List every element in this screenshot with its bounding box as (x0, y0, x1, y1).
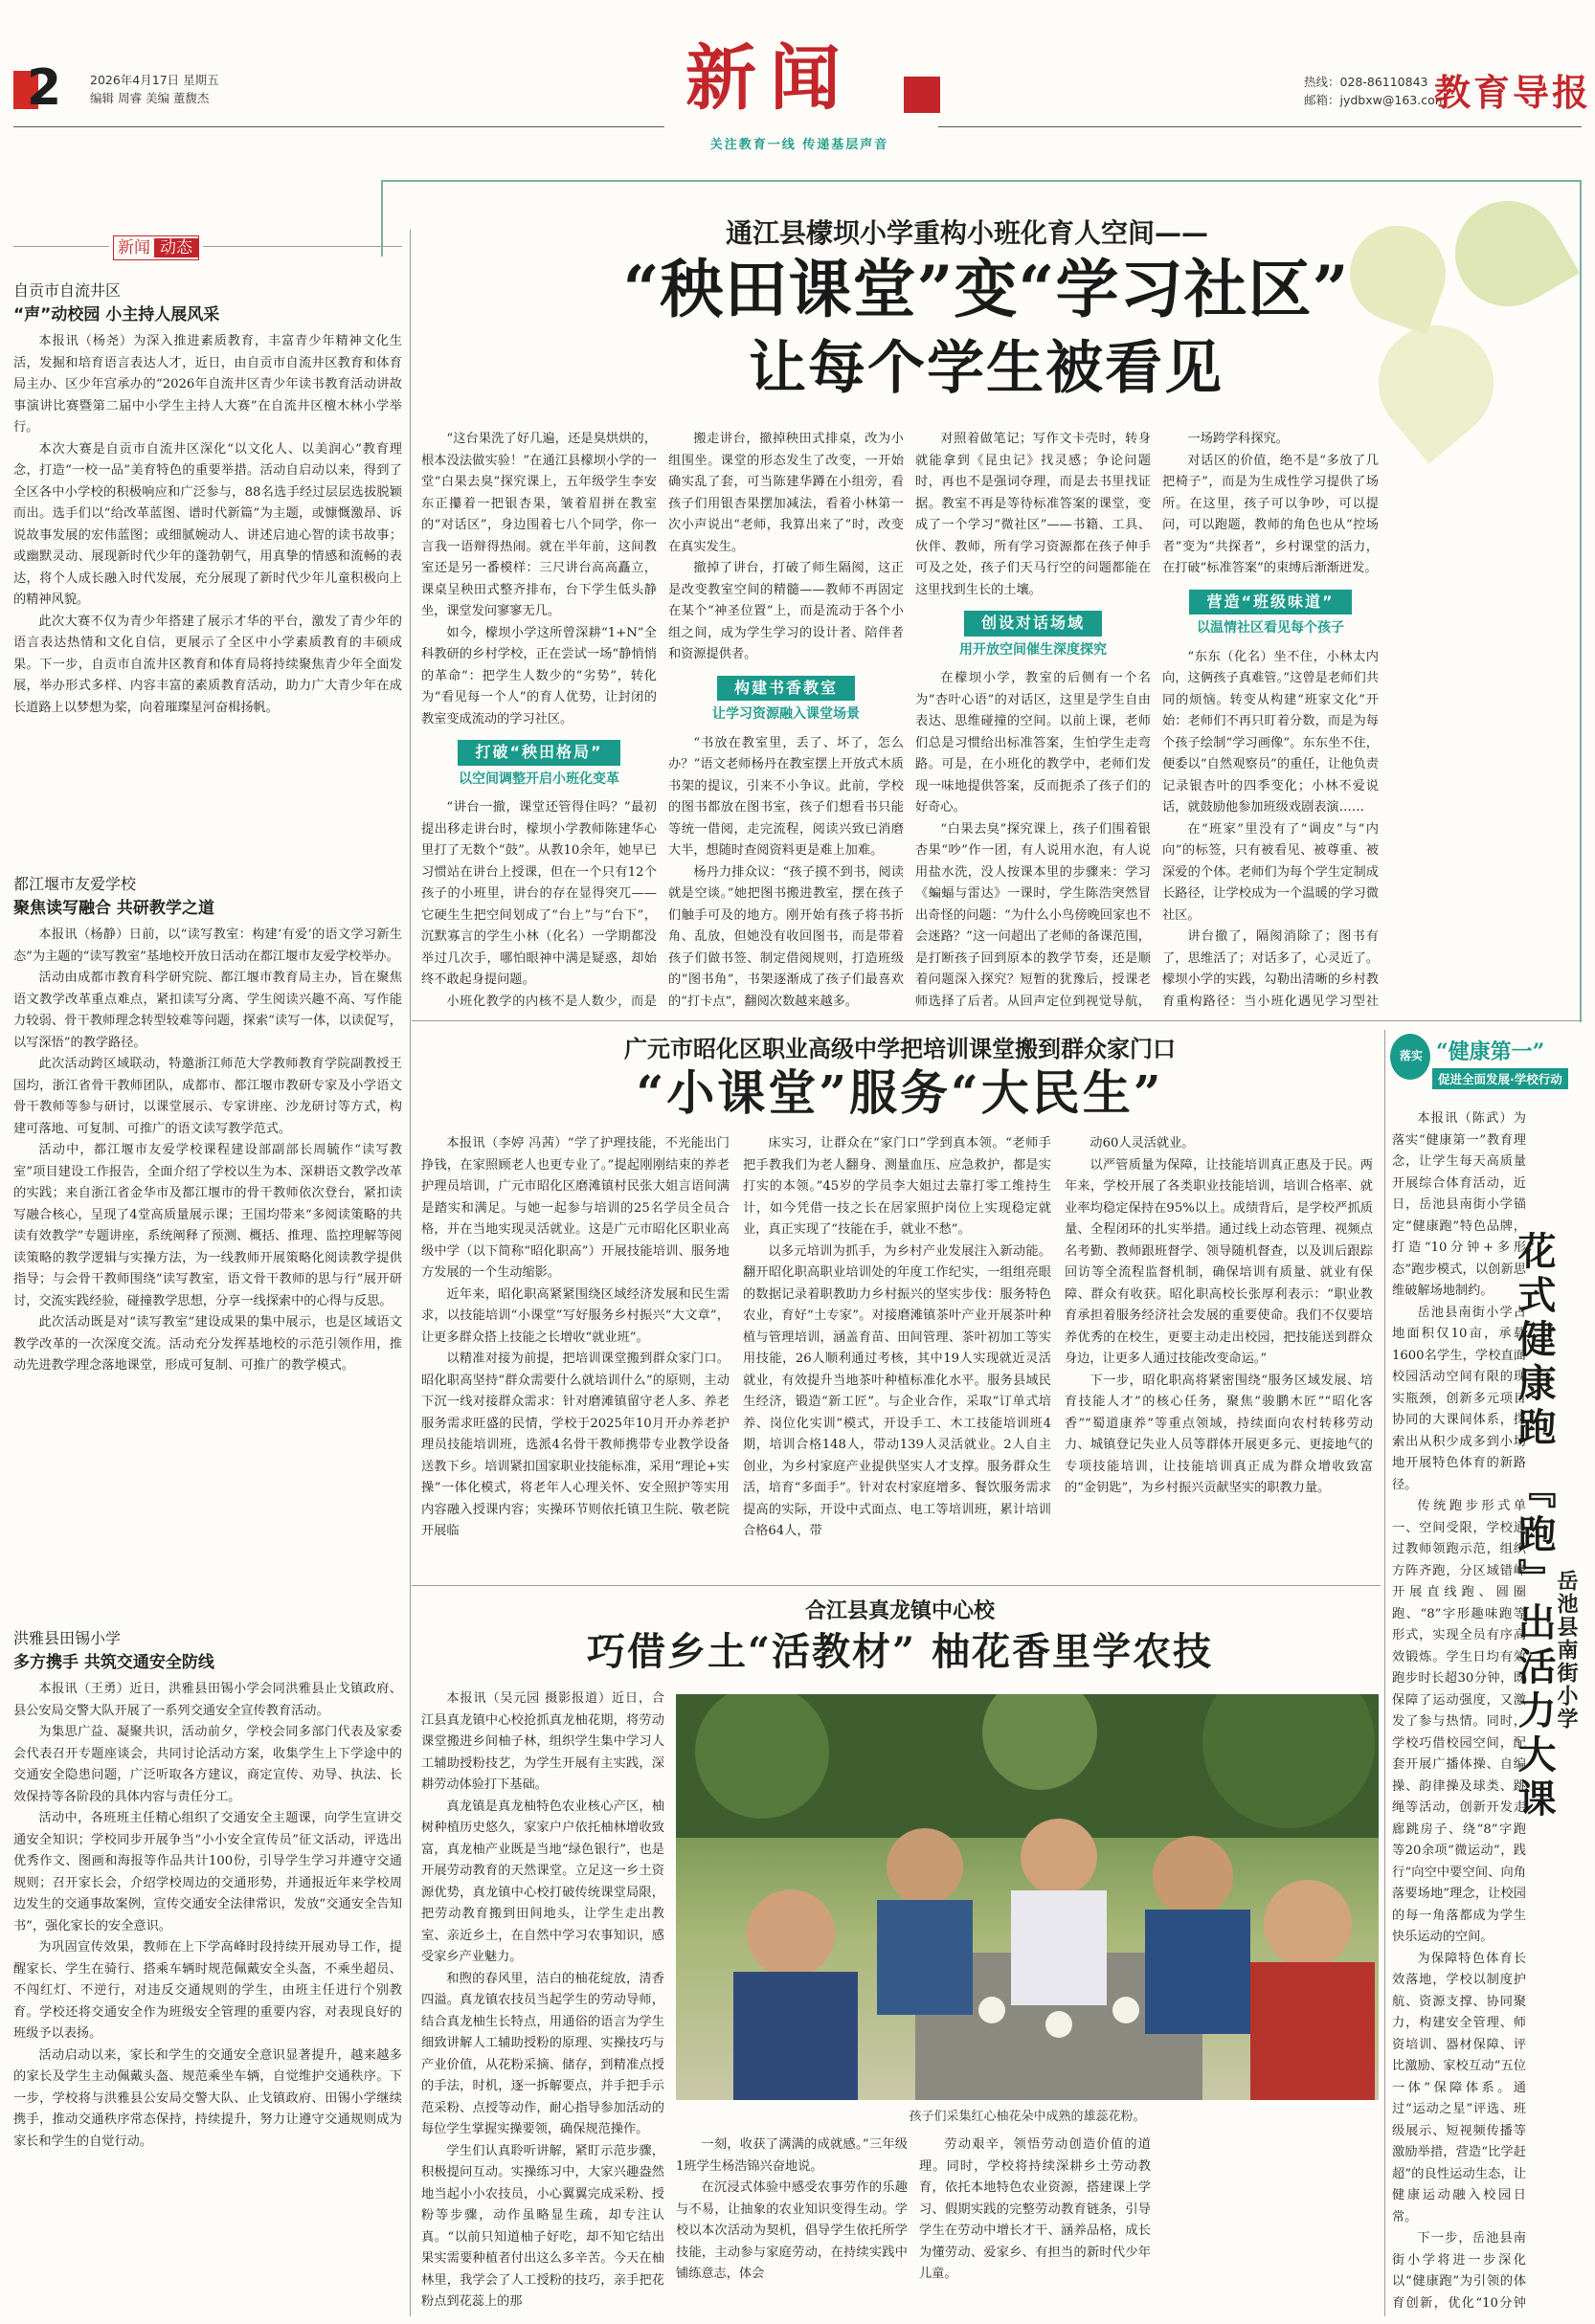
news3-para: 活动启动以来，家长和学生的交通安全意识显著提升，越来越多的家长及学生主动佩戴头盔、规范乘坐车辆，自觉维护交通秩序。下一步，学校将与洪雅县公安局交警大队、止戈镇政府、田锡小学继续携手，推动交通秩序常态保持，持续提升，努力让遵守交通规则成为家长和学生的自觉行动。 (13, 2047, 402, 2149)
column-label-rule-r (203, 246, 402, 247)
subhead-4 (1162, 590, 1379, 639)
news1-para: 本报讯（杨尧）为深入推进素质教育，丰富青少年精神文化生活，发掘和培育语言表达人才，近日，由自贡市自流井区教育和体育局主办、区少年宫承办的“2026年自流井区青少年读书教育活动讲故事演讲比赛暨第二届中小学生主持人大赛”在自流井区檀木林小学举行。 (13, 334, 402, 435)
banner-tag-text: 落实 (1399, 1049, 1423, 1062)
top-story-title-line1: “秧田课堂”变“学习社区” (622, 252, 1350, 326)
top-col2b-para: 杨丹力排众议：“孩子摸不到书，阅读就是空谈。”她把图书搬进教室，摆在孩子们触手可及的地方。刚开始有孩子将书折角、乱放，但她没有收回图书，而是带着孩子们做书签、制定借阅规则，打造班级的“图书角”，书架逐渐成了孩子们最喜欢的“打卡点”，翻阅次数越来越多。 (668, 864, 904, 1009)
top-col4b-para: “东东（化名）坐不住，小林太内向，这俩孩子真难管。”这曾是老师们共同的烦恼。转变从构建“班家文化”开始：老师们不再只盯着分数，而是为每个孩子绘制“学习画像”。东东坐不住，便委以“自然观察员”的重任，让他负责记录银杏叶的四季变化；小林不爱说话，就鼓励他参加班级戏剧表演…… (1162, 649, 1379, 815)
top-story-kicker: 通江县檬坝小学重构小班化育人空间—— (725, 217, 1208, 249)
bottom-story-col1 (421, 1688, 664, 2314)
subhead-4-title: 营造“班级味道” (1189, 590, 1351, 615)
mid-col1-para: 近年来，昭化职高紧紧围绕区域经济发展和民生需求，以技能培训“小课堂”写好服务乡村振兴“大文章”，让更多群众搭上技能之长增收“就业班”。 (421, 1286, 730, 1345)
top-col4-para: 一场跨学科探究。 (1187, 432, 1289, 446)
top-story-col4 (1162, 429, 1379, 1013)
banner-title: “健康第一” (1436, 1039, 1545, 1064)
news2-headline: 聚焦读写融合 共研教学之道 (13, 899, 214, 918)
news2-para: 此次活动既是对“读写教室”建设成果的集中展示，也是区域语文教学改革的一次深度交流。活动充分发挥基地校的示范引领作用，推动先进教学理念落地课堂，形成可复制、可推广的教学模式。 (13, 1315, 402, 1373)
health-banner (1390, 1034, 1580, 1097)
subhead-3-title: 创设对话场域 (964, 611, 1102, 637)
hotline: 热线：028-86110843 (1304, 75, 1428, 89)
subhead-1-title: 打破“秧田格局” (458, 740, 619, 766)
column-label-rule (13, 246, 109, 247)
top-col2b-para: “书放在教室里，丢了、坏了，怎么办？”语文老师杨丹在教室摆上开放式木质书架的提议，引来不小争议。此前，学校的图书都放在图书室，孩子们想看书只能等统一借阅，走完流程，阅读兴致已消磨大半，想随时查阅资料更是难上加难。 (668, 735, 904, 858)
top-col3b-para: 在檬坝小学，教室的后侧有一个名为“杏叶心语”的对话区，这里是学生自由表达、思维碰撞的空间。以前上课，老师们总是习惯给出标准答案，生怕学生走弯路。可是，在小班化的教学中，老师们发现一味地提供答案，反而扼杀了孩子们的好奇心。 (915, 671, 1151, 815)
top-col3b-para: “白果去臭”探究课上，孩子们围着银杏果“吵”作一团，有人说用水泡，有人说用盐水洗，没人按课本里的步骤来：学习《蝙蝠与雷达》一课时，学生陈浩突然冒出奇怪的问题：“为什么小鸟傍晚回家也不会迷路？”这一问超出了老师的备课范围，是打断孩子回到原本的教学节奏，还是顺着问题深入探究？短暂的犹豫后，授课老师选择了后者。从回声定位到视觉导航， (915, 821, 1151, 1009)
mid-story-bottom-rule (412, 1585, 1381, 1586)
section-title: 新闻 (685, 37, 854, 120)
top-col4b-para: 在“班家”里没有了“调皮”与“内向”的标签，只有被看见、被尊重、被深爱的个体。老师们为每个学生定制成长路径，让学校成为一个温暖的学习微社区。 (1162, 821, 1379, 923)
mid-story-col1 (421, 1133, 730, 1574)
top-col1-para: 如今，檬坝小学这所曾深耕“1+N”全科教研的乡村学校，正在尝试一场“静悄悄的革命”：把学生人数少的“劣势”，转化为“看见每一个人”的育人优势，让封闭的教室变成流动的学习社区。 (421, 625, 657, 726)
news3-kicker: 洪雅县田锡小学 (13, 1629, 122, 1647)
top-story-frame-left (381, 180, 383, 257)
news1-kicker: 自贡市自流井区 (13, 281, 122, 300)
bottom-story-col2 (676, 2134, 908, 2314)
mid-story-title: “小课堂”服务“大民生” (636, 1064, 1164, 1121)
news3-para: 为集思广益、凝聚共识，活动前夕，学校会同多部门代表及家委会代表召开专题座谈会，共同讨论活动方案，收集学生上下学途中的交通安全隐患问题，广泛听取各方建议，商定宣传、劝导、执法、长效保持等各阶段的具体内容与责任分工。 (13, 1725, 402, 1804)
bottom-story-kicker: 合江县真龙镇中心校 (804, 1599, 995, 1623)
top-story-title-line2: 让每个学生被看见 (749, 335, 1224, 402)
news1-headline: “声”动校园 小主持人展风采 (13, 305, 220, 324)
top-story-col3 (915, 429, 1151, 1013)
news3-para: 活动中，各班班主任精心组织了交通安全主题课，向学生宣讲交通安全知识；学校同步开展争当“小小安全宣传员”征文活动，评选出优秀作文、图画和海报等作品共计100份，引导学生学习并遵守交通规则；召开家长会，介绍学校周边的交通形势，并通报近年来学校周边发生的交通事故案例，宣传交通安全法律常识，发放“交通安全告知书”，强化家长的安全意识。 (13, 1811, 402, 1933)
right-para: 本报讯（陈武）为落实“健康第一”教育理念，让学生每天高质量开展综合体育活动，近日，岳池县南街小学锚定“健康跑”特色品牌，打造“10分钟+多形态”跑步模式，以创新思维破解场地制约。 (1392, 1111, 1526, 1298)
top-col4-para: 对话区的价值，绝不是“多放了几把椅子”，而是为生成性学习提供了场所。在这里，孩子可以争吵，可以提问，可以跑题，教师的角色也从“控场者”变为“共探者”，乡村课堂的活力，在打破“标准答案”的束缚后渐渐迸发。 (1162, 453, 1379, 575)
news3-body (13, 1679, 402, 2153)
right-para: 为保障特色体育长效落地，学校以制度护航、资源支撑、协同聚力，构建安全管理、师资培训、器材保障、评比激励、家校互动“五位一体”保障体系。通过“运动之星”评选、班级展示、短视频传播等激励举措，营造“比学赶超”的良性运动生态，让健康运动融入校园日常。 (1392, 1951, 1526, 2224)
mid-col3-para: 下一步，昭化职高将紧密围绕“服务区域发展、培育技能人才”的核心任务，聚焦“骏鹏木匠”“昭化客香”“蜀道康养”等重点领域，持续面向农村转移劳动力、城镇登记失业人员等群体开展更多元、更接地气的专项技能培训，让技能培训真正成为群众增收致富的“金钥匙”，为乡村振兴贡献坚实的职教力量。 (1065, 1373, 1373, 1495)
header-rule-right (938, 126, 1582, 127)
mid-col1-para: 本报讯（李婷 冯茜）“学了护理技能，不光能出门挣钱，在家照顾老人也更专业了。”提起刚刚结束的养老护理员培训，广元市昭化区磨滩镇村民张大姐言语间满是踏实和满足。与她一起参与培训的25名学员全员合格，并在当地实现灵活就业。这是广元市昭化区职业高级中学（以下简称“昭化职高”）开展技能培训、服务地方发展的一个生动缩影。 (421, 1136, 730, 1280)
right-main-title: 花式健康跑 『跑』出活力大课 (1512, 1231, 1557, 1822)
column-label-a: 新闻 (118, 238, 150, 257)
top-col2-para: 撤掉了讲台，打破了师生隔阂，这正是改变教室空间的精髓——教师不再固定在某个“神圣位置”上，而是流动于各个小组之间，成为学生学习的设计者、陪伴者和资源提供者。 (668, 561, 904, 661)
mid-story-col2 (743, 1133, 1051, 1574)
left-news-1 (13, 279, 402, 865)
news1-para: 本次大赛是自贡市自流井区深化“以文化人、以美润心”教育理念，打造“一校一品”美育特色的重要举措。活动自启动以来，得到了全区各中小学校的积极响应和广泛参与，88名选手经过层层选拔脱颖而出。选手们以“给改革蓝图、谱时代新篇”为主题，或慷慨激昂、诉说故事发展的宏伟蓝图；或细腻婉动人、讲述启迪心智的读书故事；或幽默灵动、展现新时代少年的蓬勃朝气，用真挚的情感和流畅的表达，将个人成长融入时代发展，充分展现了新时代少年儿童积极向上的精神风貌。 (13, 441, 402, 607)
news2-para: 活动中，都江堰市友爱学校课程建设部副部长周毓作“读写教室”项目建设工作报告，全面介绍了学校以生为本、深耕语文教学改革的实践；来自浙江省金华市及都江堰市的骨干教师依次登台，紧扣读写融合核心，呈现了4堂高质量展示课；王国均带来“多阅读策略的共读有效教学”专题讲座，系统阐释了预测、概括、推理、监控理解等阅读策略的教学逻辑与实操方法，为一线教师开展策略化阅读教学提供指导；与会骨干教师围绕“读写教室，语文骨干教师的思与行”展开研讨，交流实践经验，碰撞教学思想，分享一线探索中的心得与反思。 (13, 1143, 402, 1308)
bottom-story-col3 (919, 2134, 1151, 2314)
top-story-col1 (421, 429, 657, 1013)
news2-kicker: 都江堰市友爱学校 (13, 875, 137, 893)
top-col3-para: 对照着做笔记；写作文卡壳时，转身就能拿到《昆虫记》找灵感；争论问题时，再也不是强词夺理，而是去书里找证据。教室不再是等待标准答案的课堂，变成了一个学习“微社区”——书籍、工具、伙伴、教师，所有学习资源都在孩子伸手可及之处，孩子们天马行空的问题都能在这里找到生长的土壤。 (915, 432, 1151, 597)
mid-story-kicker: 广元市昭化区职业高级中学把培训课堂搬到群众家门口 (624, 1036, 1176, 1062)
subhead-1-sub: 以空间调整开启小班化变革 (459, 771, 619, 787)
news2-para: 本报讯（杨静）日前，以“读写教室：构建‘有爱’的语文学习新生态”为主题的“读写教室”基地校开放日活动在都江堰市友爱学校举办。 (13, 927, 402, 964)
contact-email: 邮箱：jydbxw@163.com (1304, 93, 1447, 107)
top-col1b-para: 小班化教学的内核不是人数少，而是 (446, 994, 657, 1009)
section-seal-icon (904, 77, 940, 113)
top-col1-para: “这台果洗了好几遍，还是臭烘烘的，根本没法做实验！”在通江县檬坝小学的一堂“白果去臭”探究课上，五年级学生李安东正攥着一把银杏果，皱着眉拼在教室的“对话区”，身边围着七八个同学，你一言我一语辩得热闹。就在半年前，这间教室还是另一番模样：三尺讲台高高矗立，课桌呈秧田式整齐排布，台下学生低头静坐，课堂发问寥寥无几。 (421, 432, 657, 618)
left-news-3 (13, 1627, 402, 2314)
news2-para: 此次活动跨区域联动，特邀浙江师范大学教师教育学院副教授王国均，浙江省骨干教师团队，成都市、都江堰市教研专家及小学语文骨干教师等参与研讨，以课堂展示、专家讲座、沙龙研讨等方式，构建可落地、可复制、可推广的语文读写教学范式。 (13, 1057, 402, 1136)
section-slogan: 关注教育一线 传递基层声音 (709, 138, 889, 152)
mid-col3-para: 以严管质量为保障，让技能培训真正惠及于民。两年来，学校开展了各类职业技能培训，培训合格率、就业率均稳定保持在95%以上。成绩背后，是学校严抓质量、全程闭环的扎实举措。通过线上动态管理、视频点名考勤、教师跟班督学、领导随机督查，以及训后跟踪回访等全流程监督机制，确保培训有质量、就业有保障、群众有收获。昭化职高校长张厚利表示：“职业教育承担着服务经济社会发展的重要使命。我们不仅要培养优秀的在校生，更要主动走出校园，把技能送到群众身边，让更多人通过技能改变命运。” (1065, 1157, 1373, 1366)
subhead-2-sub: 让学习资源融入课堂场景 (712, 706, 860, 722)
mid-col1-para: 以精准对接为前提，把培训课堂搬到群众家门口。昭化职高坚持“群众需要什么就培训什么”的原则，主动下沉一线对接群众需求：针对磨滩镇留守老人多、养老服务需求旺盛的民情，学校于2025年10月开办养老护理员技能培训班，选派4名骨干教师携带专业教学设备送教下乡。培训紧扣国家职业技能标准，采用“理论+实操”一体化模式，将老年人心理关怀、安全照护等实用内容融入授课内容；实操环节则依托镇卫生院、敬老院开展临 (421, 1352, 730, 1538)
top-story-bottom-rule (412, 1020, 1582, 1021)
page-number: 2 (27, 59, 62, 117)
subhead-4-sub: 以温情社区看见每个孩子 (1197, 620, 1344, 636)
column-label-b: 动态 (154, 238, 198, 257)
news1-para: 此次大赛不仅为青少年搭建了展示才华的平台，激发了青少年的语言表达热情和文化自信，更展示了全区中小学素质教育的丰硕成果。下一步，自贡市自流井区教育和体育局将持续聚焦青少年全面发展，举办形式多样、内容丰富的素质教育活动，助力广大青少年在成长道路上以梦想为桨，向着璀璨星河奋楫扬帆。 (13, 614, 402, 715)
subhead-3-sub: 用开放空间催生深度探究 (959, 641, 1107, 658)
column-label (113, 235, 199, 260)
news1-body (13, 331, 402, 719)
bottom-col2-para: 一刻，收获了满满的成就感。”三年级1班学生杨浩锦兴奋地说。 (676, 2137, 908, 2174)
news2-para: 活动由成都市教育科学研究院、都江堰市教育局主办，旨在聚焦语文教学改革重点难点，紧扣读写分离、学生阅读兴趣不高、写作能力较弱、骨干教师理念转型较难等问题，探索“读写一体，以读促写，以写深悟”的教学路径。 (13, 971, 402, 1050)
editors-line: 编辑 周睿 美编 董馥杰 (90, 91, 210, 105)
banner-sub: 促进全面发展·学校行动 (1432, 1068, 1568, 1089)
right-divider (1384, 1030, 1385, 2316)
mid-story-col3 (1065, 1133, 1373, 1574)
left-news-2 (13, 873, 402, 1623)
bottom-col2-para: 在沉浸式体验中感受农事劳作的乐趣与不易，让抽象的农业知识变得生动。学校以本次活动为契机，倡导学生依托所学技能，主动参与家庭劳动，在持续实践中铺练意志，体会 (676, 2180, 908, 2281)
bottom-col1-para: 真龙镇是真龙柚特色农业核心产区，柚树种植历史悠久，家家户户依托柚林增收致富，真龙柚产业既是当地“绿色银行”，也是开展劳动教育的天然课堂。立足这一乡土资源优势，真龙镇中心校打破传统课堂局限，把劳动教育搬到田间地头，让学生走出教室、亲近乡土，在自然中学习农事知识，感受家乡产业魅力。 (421, 1799, 664, 1964)
bottom-col1-para: 学生们认真聆听讲解，紧盯示范步骤，积极提问互动。实操练习中，大家兴趣盎然地当起小小农技员，小心翼翼完成采粉、授粉等步骤，动作虽略显生疏，却专注认真。“以前只知道柚子好吃，却不知它结出果实需要种植者付出这么多辛苦。今天在柚林里，我学会了人工授粉的技巧，亲手把花粉点到花蕊上的那 (421, 2143, 664, 2309)
mid-col2-para: 床实习，让群众在“家门口”学到真本领。“老师手把手教我们为老人翻身、测量血压、应急救护，都是实打实的本领。”45岁的学员李大姐过去靠打零工维持生计，如今凭借一技之长在居家照护岗位上实现稳定就业，真正实现了“技能在手，就业不愁”。 (743, 1136, 1051, 1237)
top-story-col2 (668, 429, 904, 1013)
bottom-story-title: 巧借乡土“活教材” 柚花香里学农技 (587, 1629, 1213, 1674)
story-photo (676, 1694, 1379, 2100)
top-col4b-para: 讲台撤了，隔阂消除了；图书有了，思维活了；对话多了，心灵近了。檬坝小学的实践，勾勒出清晰的乡村教育重构路径：当小班化遇见学习型社 (1162, 929, 1379, 1009)
top-col1b-para: “讲台一撤，课堂还管得住吗？”最初提出移走讲台时，檬坝小学教师陈建华心里打了无数个“鼓”。从教10余年，她早已习惯站在讲台上授课，但在一个只有12个孩子的小班里，讲台的存在显得突兀——它硬生生把空间划成了“台上”与“台下”，沉默寡言的学生小林（化名）一学期都没举过几次手，哪怕眼神中满是疑惑，却始终不敢起身提问题。 (421, 800, 657, 987)
children-pollinating-image (676, 1694, 1379, 2100)
paper-name: 教育导报 (1434, 71, 1592, 114)
photo-caption: 孩子们采集红心柚花朵中成熟的雄蕊花粉。 (909, 2110, 1146, 2124)
subhead-2 (668, 676, 904, 726)
top-col2-para: 搬走讲台，撤掉秧田式排桌，改为小组围坐。课堂的形态发生了改变，一开始确实乱了套，可当陈建华蹲在小组旁，看孩子们用银杏果摆加减法，看着小林第一次小声说出“老师，我算出来了”时，改变在真实发生。 (668, 432, 904, 554)
bottom-col1-para: 本报讯（吴元园 摄影报道）近日，合江县真龙镇中心校抢抓真龙柚花期，将劳动课堂搬进乡间柚子林，组织学生集中学习人工辅助授粉技艺，为学生开展有主实践，深耕劳动体验打下基础。 (421, 1691, 664, 1792)
news3-para: 本报讯（王勇）近日，洪雅县田锡小学会同洪雅县止戈镇政府、县公安局交警大队开展了一系列交通安全宣传教育活动。 (13, 1682, 402, 1718)
subhead-1 (421, 740, 657, 790)
news3-headline: 多方携手 共筑交通安全防线 (13, 1653, 214, 1672)
right-para: 传统跑步形式单一、空间受限，学校通过教师领跑示范，组织方阵齐跑，分区域错峰开展直线跑、圆圈跑、“8”字形趣味跑等形式，实现全员有序高效锻炼。学生日均有效跑步时长超30分钟，既保障了运动强度，又激发了参与热情。同时，学校巧借校园空间，配套开展广播体操、自编操、韵律操及球类、跳绳等活动，创新开发走廊跳房子、绕“8”字跑等20余项“微运动”，践行“向空中要空间、向角落要场地”理念，让校园的每一角落都成为学生快乐运动的空间。 (1392, 1499, 1526, 1944)
news3-para: 为巩固宣传效果，教师在上下学高峰时段持续开展劝导工作，提醒家长、学生在骑行、搭乘车辆时规范佩戴安全头盔，不乘坐超员、不闯红灯、不逆行，对违反交通规则的学生，由班主任进行个别教育。学校还将交通安全作为班级安全管理的重要内容，对表现良好的班级予以表扬。 (13, 1940, 402, 2041)
mid-col3-para: 动60人灵活就业。 (1090, 1136, 1195, 1151)
subhead-2-title: 构建书香教室 (717, 676, 855, 702)
header-rule (13, 126, 664, 127)
bottom-col3-para: 劳动艰辛，领悟劳动创造价值的道理。同时，学校将持续深耕乡土劳动教育，依托本地特色农业资源，搭建课上学习、假期实践的完整劳动教育链条，引导学生在劳动中增长才干、涵养品格，成长为懂劳动、爱家乡、有担当的新时代少年儿童。 (919, 2137, 1151, 2281)
issue-date: 2026年4月17日 星期五 (90, 73, 219, 87)
mid-col2-para: 以多元培训为抓手，为乡村产业发展注入新动能。翻开昭化职高职业培训处的年度工作纪实，一组组亮眼的数据记录着职教助力乡村振兴的坚实步伐：服务特色农业，育好“土专家”。对接磨滩镇茶叶产业开展茶叶种植与管理培训，涵盖育苗、田间管理、茶叶初加工等实用技能，26人顺利通过考核，其中19人实现就近灵活就业，有效提升当地茶叶种植标准化水平。服务县域民生经济，锻造“新工匠”。与企业合作，采取“订单式培养、岗位化实训”模式，开设手工、木工技能培训班4期，培训合格148人，带动139人灵活就业。2人自主创业，为乡村家庭产业提供坚实人才支撑。服务群众生活，培育“多面手”。针对农村家庭增多、餐饮服务需求提高的实际，开设中式面点、电工等培训班，累计培训合格64人，带 (743, 1243, 1051, 1538)
bottom-col1-para: 和煦的春风里，洁白的柚花绽放，清香四溢。真龙镇农技员当起学生的劳动导师，结合真龙柚生长特点，用通俗的语言为学生细致讲解人工辅助授粉的原理、实操技巧与产业价值，从花粉采摘、储存，到精准点授的手法，时机，逐一拆解要点，并手把手示范采粉、点授等动作，耐心指导参加活动的每位学生掌握实操要领，确保规范操作。 (421, 1971, 664, 2136)
subhead-3 (915, 611, 1151, 660)
right-school-name: 岳池县南街小学 (1554, 1570, 1579, 1731)
right-para: 岳池县南街小学占地面积仅10亩，承载1600名学生，学校直面校园活动空间有限的现实瓶颈，创新多元项目协同的大课间体系，探索出从积少成多到小场地开展特色体育的新路径。 (1392, 1305, 1526, 1492)
right-para: 下一步，岳池县南街小学将进一步深化以“健康跑”为引领的体育创新，优化“10分钟 (1392, 2231, 1526, 2311)
right-story-text (1392, 1108, 1526, 2316)
news2-body (13, 925, 402, 1377)
